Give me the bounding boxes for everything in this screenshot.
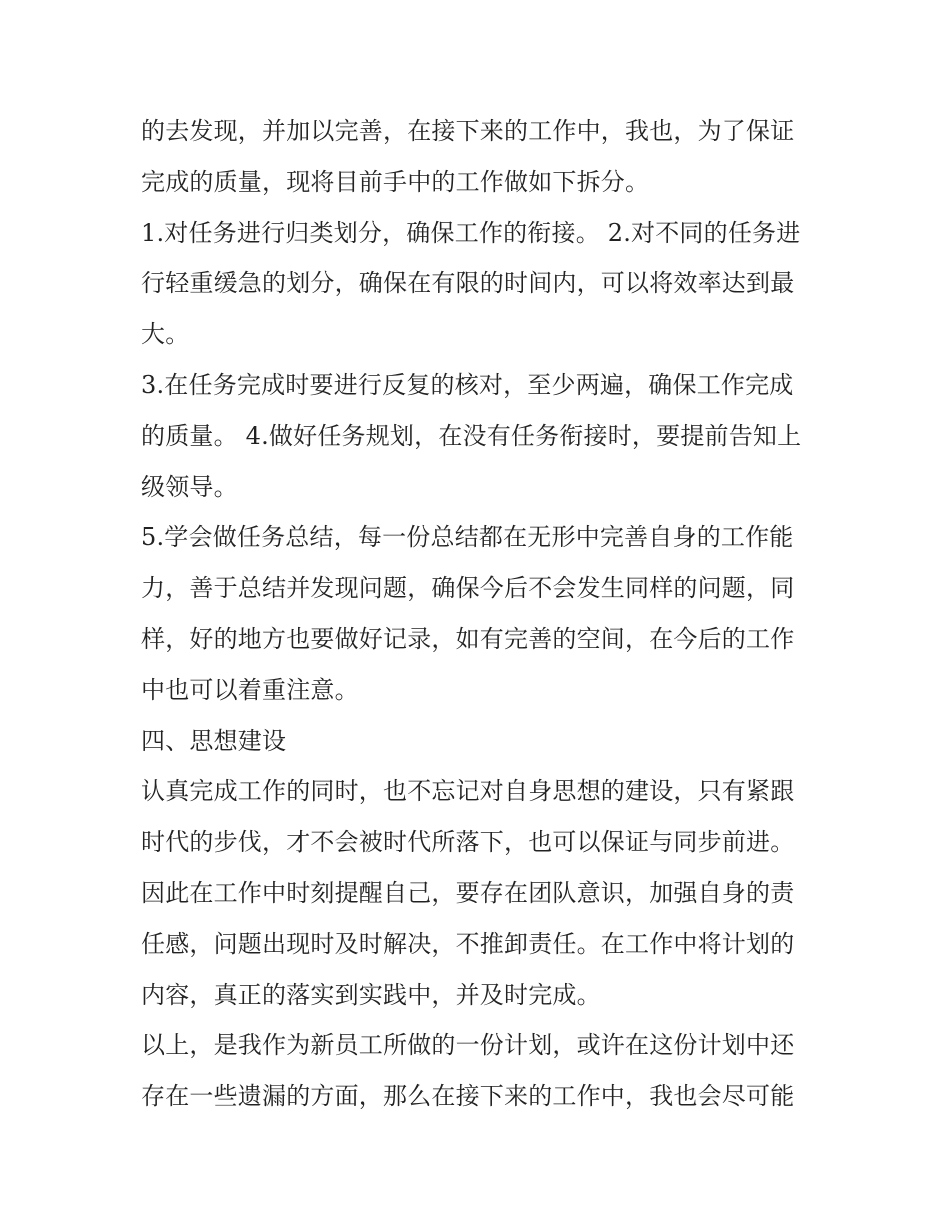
paragraph-6: 因此在工作中时刻提醒自己，要存在团队意识，加强自身的责任感，问题出现时及时解决，不推卸责任。在工作中将计划的内容，真正的落实到实践中，并及时完成。 (141, 878, 795, 1009)
section-heading: 四、思想建设 (141, 726, 287, 755)
paragraph-1: 的去发现，并加以完善，在接下来的工作中，我也，为了保证完成的质量，现将目前手中的工作做如下拆分。 (141, 117, 795, 196)
document-body (141, 106, 817, 1122)
paragraph-4: 5.学会做任务总结，每一份总结都在无形中完善自身的工作能力，善于总结并发现问题，确保今后不会发生同样的问题，同样，好的地方也要做好记录，如有完善的空间，在今后的工作中也可以着重注意。 (141, 523, 795, 704)
paragraph-7: 以上，是我作为新员工所做的一份计划，或许在这份计划中还存在一些遗漏的方面，那么在接下来的工作中，我也会尽可能 (141, 1031, 795, 1111)
paragraph-3: 3.在任务完成时要进行反复的核对，至少两遍，确保工作完成的质量。 4.做好任务规划，在没有任务衔接时，要提前告知上级领导。 (141, 370, 802, 501)
paragraph-2: 1.对任务进行归类划分，确保工作的衔接。 2.对不同的任务进行轻重缓急的划分，确保在有限的时间内，可以将效率达到最大。 (141, 218, 801, 349)
paragraph-5: 认真完成工作的同时，也不忘记对自身思想的建设，只有紧跟时代的步伐，才不会被时代所落下，也可以保证与同步前进。 (141, 777, 795, 857)
